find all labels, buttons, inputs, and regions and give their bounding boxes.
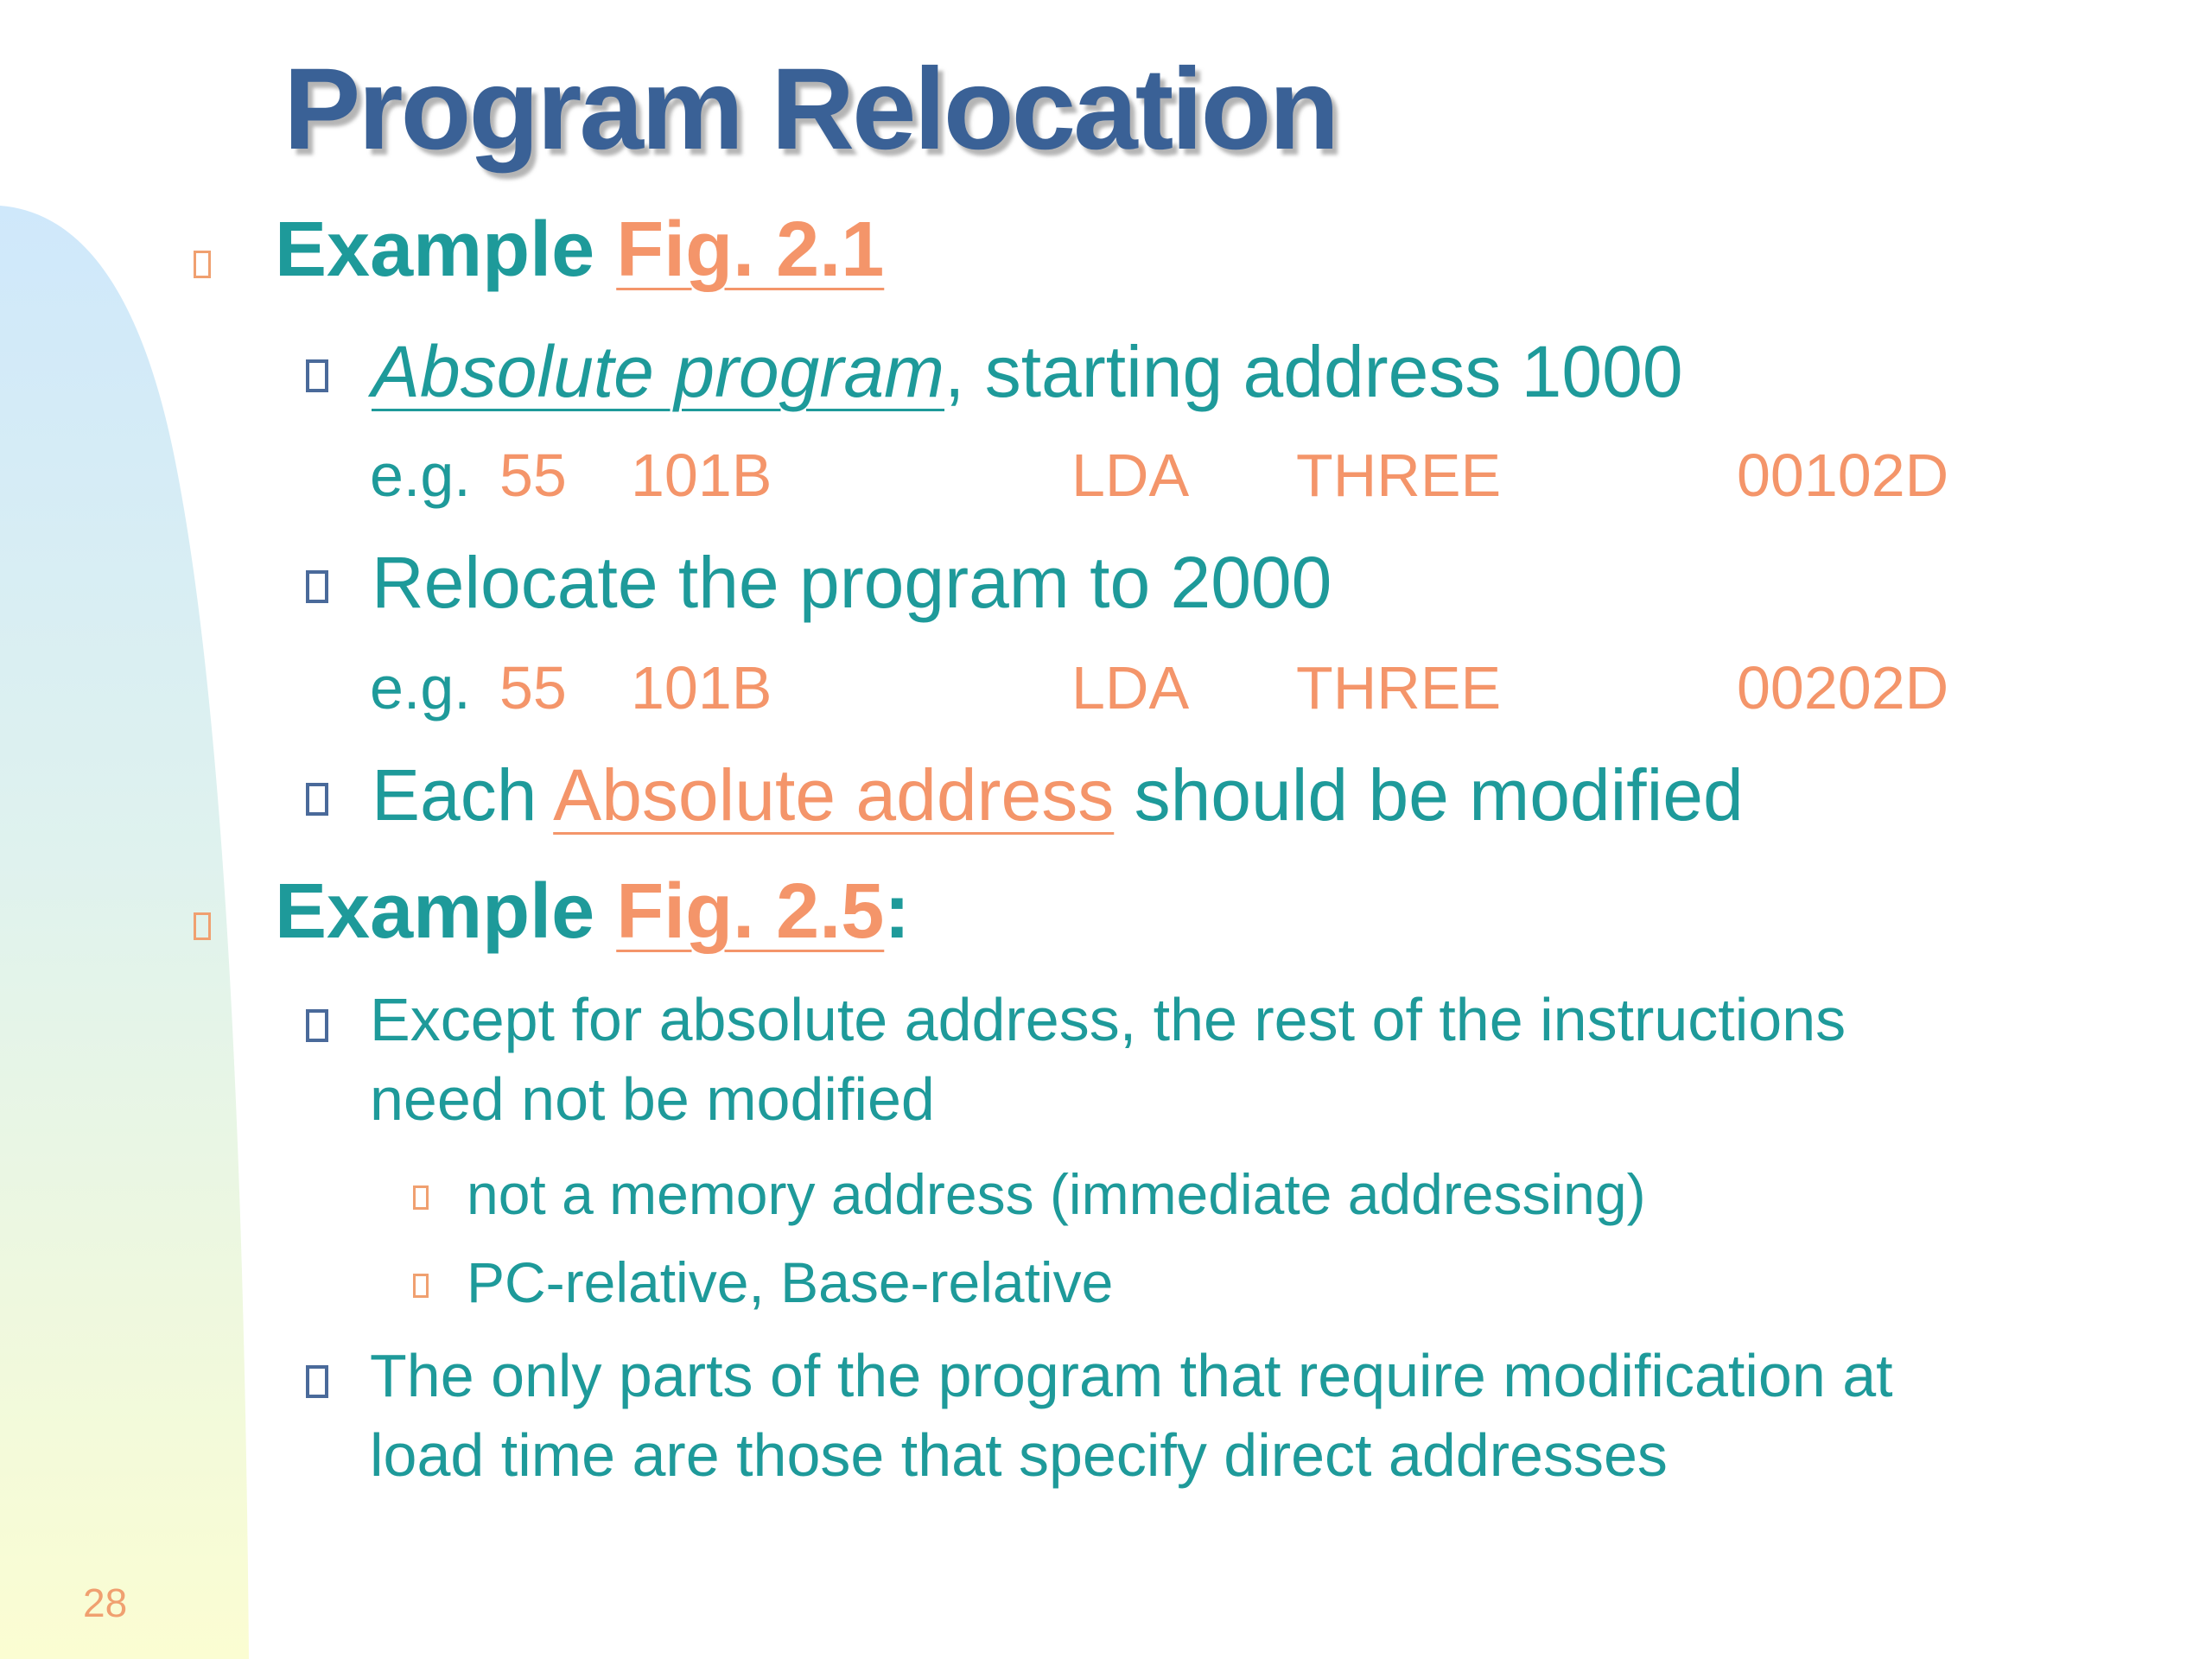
example-fig-2-1 (275, 206, 884, 295)
example-label: Example (275, 868, 617, 955)
eg1-addr: 101B (631, 442, 772, 509)
fig-2-1-link[interactable]: Fig. 2.1 (616, 207, 885, 293)
absolute-program-rest: , starting address 1000 (944, 331, 1683, 412)
each-pre: Each (372, 754, 554, 836)
eg1-operand: THREE (1296, 442, 1502, 509)
each-absolute-line (372, 753, 1744, 837)
absolute-program-term: Absolute program (372, 331, 945, 412)
colon: : (884, 868, 911, 955)
eg2-loc: 55 (499, 654, 567, 721)
eg1-code: 00102D (1737, 442, 1949, 509)
absolute-address-link[interactable]: Absolute address (553, 754, 1115, 836)
example-fig-2-5 (275, 868, 910, 957)
page-number: 28 (83, 1580, 128, 1625)
eg1-op: LDA (1071, 442, 1190, 509)
bullet-icon (306, 783, 328, 816)
eg2-operand: THREE (1296, 654, 1502, 721)
eg2-code: 00202D (1737, 654, 1949, 721)
absolute-program-line (372, 330, 1683, 414)
relocate-line: Relocate the program to 2000 (372, 542, 1332, 623)
eg2-op: LDA (1071, 654, 1190, 721)
only-parts-line-1: The only parts of the program that require modification at (370, 1342, 1893, 1409)
bullet-icon (413, 1185, 429, 1210)
except-line-2: need not be modified (370, 1065, 935, 1133)
bullet-icon (306, 570, 328, 603)
each-post: should be modified (1114, 754, 1744, 836)
bullet-icon (413, 1274, 429, 1298)
example-label: Example (275, 207, 617, 293)
bullet-icon (306, 1365, 328, 1398)
only-parts-line-2: load time are those that specify direct addresses (370, 1421, 1668, 1489)
bullet-icon (194, 912, 211, 940)
except-line-1: Except for absolute address, the rest of the instructions (370, 986, 1847, 1053)
sub-bullet-relative: PC-relative, Base-relative (467, 1250, 1114, 1314)
bullet-icon (194, 251, 211, 278)
eg2-addr: 101B (631, 654, 772, 721)
eg-label: e.g. (370, 654, 471, 721)
bullet-icon (306, 359, 328, 392)
slide-title: Program Relocation (283, 45, 1338, 174)
eg1-loc: 55 (499, 442, 567, 509)
fig-2-5-link[interactable]: Fig. 2.5 (616, 868, 885, 955)
eg-label: e.g. (370, 442, 471, 509)
sub-bullet-immediate: not a memory address (immediate addressing) (467, 1162, 1646, 1226)
bullet-icon (306, 1009, 328, 1042)
